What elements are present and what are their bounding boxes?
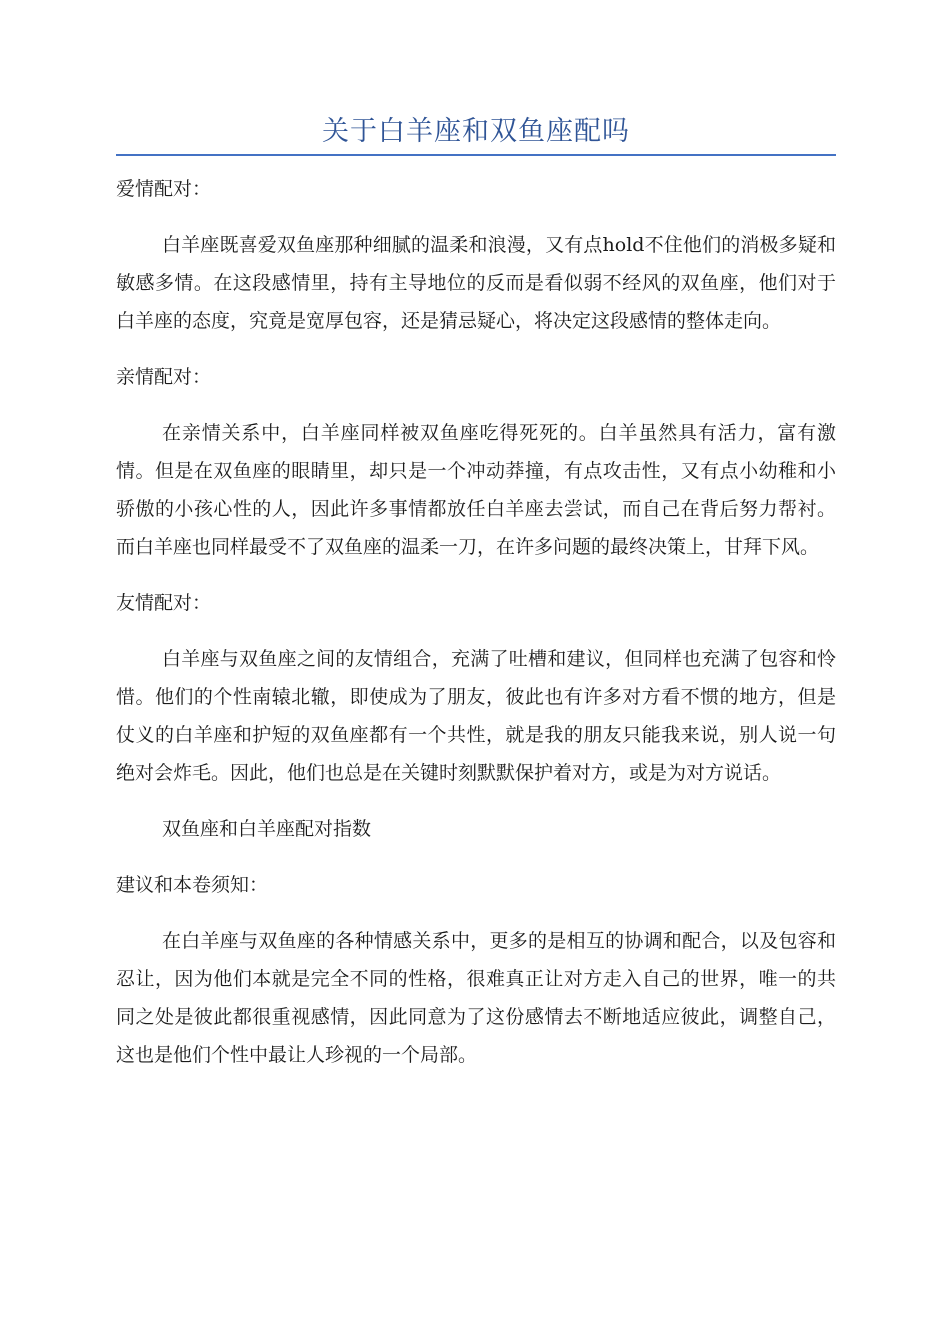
document-title: 关于白羊座和双鱼座配吗 bbox=[116, 112, 836, 156]
section-family bbox=[116, 358, 836, 566]
section-love bbox=[116, 170, 836, 340]
section-heading-advice: 建议和本卷须知： bbox=[116, 874, 269, 896]
section-paragraph-family: 在亲情关系中，白羊座同样被双鱼座吃得死死的。白羊虽然具有活力，富有激情。但是在双鱼座的眼睛里，却只是一个冲动莽撞，有点攻击性，又有点小幼稚和小骄傲的小孩心性的人，因此许多事情都放任白羊座去尝试，而自己在背后努力帮衬。而白羊座也同样最受不了双鱼座的温柔一刀，在许多问题的最终决策上，甘拜下风。 bbox=[116, 422, 836, 558]
section-friendship bbox=[116, 584, 836, 792]
section-paragraph-friendship: 白羊座与双鱼座之间的友情组合，充满了吐槽和建议，但同样也充满了包容和怜惜。他们的个性南辕北辙，即使成为了朋友，彼此也有许多对方看不惯的地方，但是仗义的白羊座和护短的双鱼座都有一个共性，就是我的朋友只能我来说，别人说一句绝对会炸毛。因此，他们也总是在关键时刻默默保护着对方，或是为对方说话。 bbox=[116, 648, 836, 784]
section-heading-friendship: 友情配对： bbox=[116, 592, 212, 614]
section-paragraph-advice: 在白羊座与双鱼座的各种情感关系中，更多的是相互的协调和配合，以及包容和忍让，因为他们本就是完全不同的性格，很难真正让对方走入自己的世界，唯一的共同之处是彼此都很重视感情，因此同意为了这份感情去不断地适应彼此，调整自己，这也是他们个性中最让人珍视的一个局部。 bbox=[116, 930, 836, 1066]
section-paragraph-love: 白羊座既喜爱双鱼座那种细腻的温柔和浪漫，又有点hold不住他们的消极多疑和敏感多情。在这段感情里，持有主导地位的反而是看似弱不经风的双鱼座，他们对于白羊座的态度，究竟是宽厚包容，还是猜忌疑心，将决定这段感情的整体走向。 bbox=[116, 234, 836, 332]
section-heading-love: 爱情配对： bbox=[116, 178, 212, 200]
document-page bbox=[116, 112, 836, 1092]
compatibility-index-title: 双鱼座和白羊座配对指数 bbox=[162, 818, 372, 840]
section-heading-family: 亲情配对： bbox=[116, 366, 212, 388]
section-advice bbox=[116, 866, 836, 1074]
